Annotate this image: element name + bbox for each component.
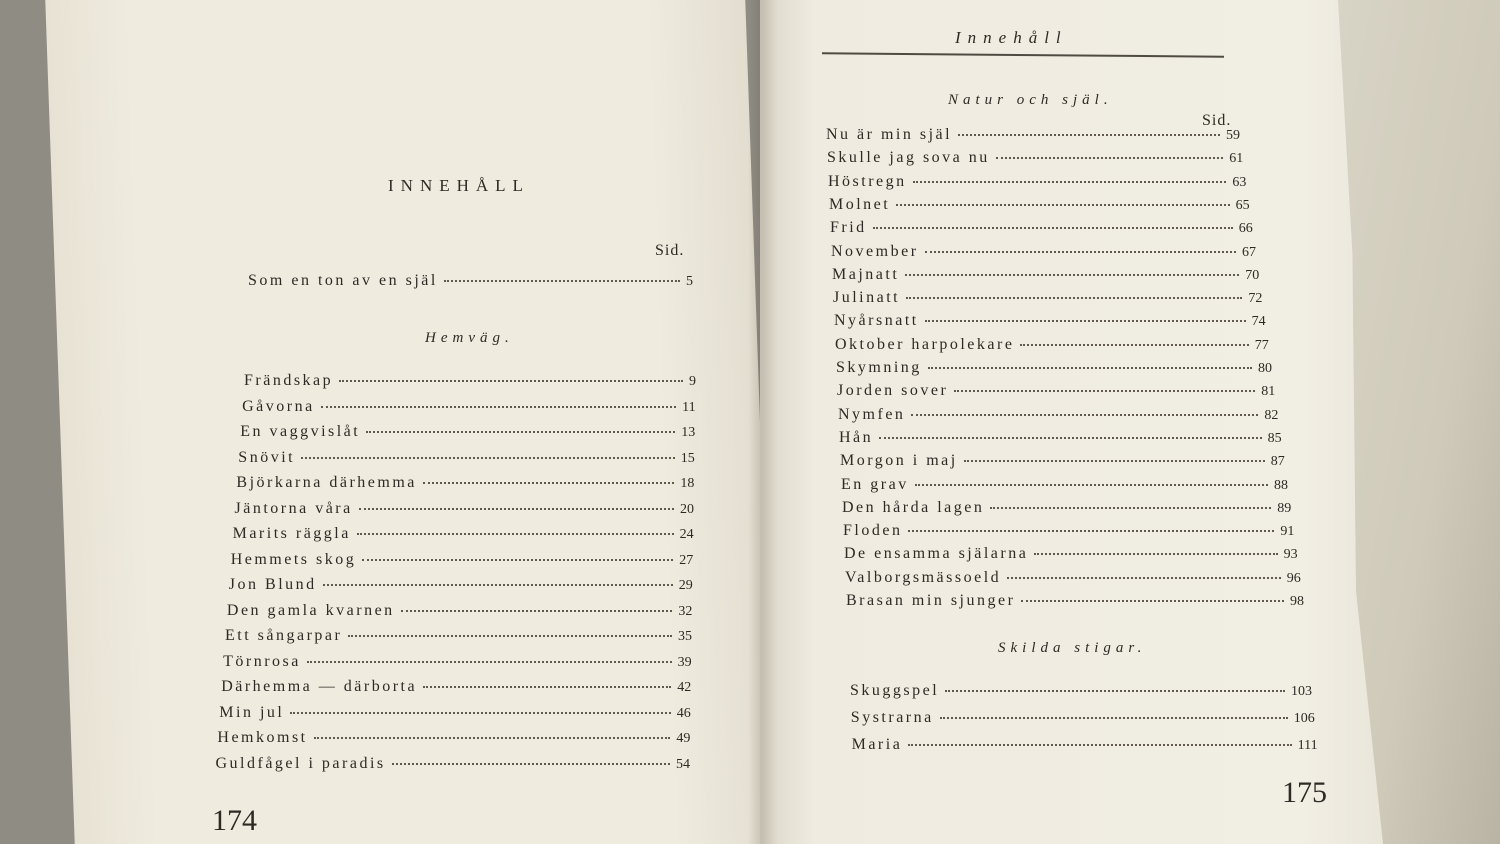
- toc-leader-dots: [314, 736, 671, 739]
- toc-entry-title: November: [831, 242, 919, 260]
- toc-entry: [244, 372, 696, 390]
- toc-entry-page: 77: [1254, 337, 1269, 353]
- toc-entry-page: 42: [677, 680, 692, 695]
- right-sid-label: Sid.: [1202, 112, 1232, 129]
- toc-entry-title: Som en ton av en själ: [248, 272, 438, 289]
- right-section-heading-2: Skilda stigar.: [998, 640, 1147, 656]
- toc-entry-title: Molnet: [829, 195, 891, 213]
- toc-entry: [829, 196, 1250, 214]
- toc-leader-dots: [990, 506, 1271, 509]
- toc-entry-title: En grav: [841, 475, 909, 493]
- toc-entry-title: Jon Blund: [228, 576, 317, 593]
- left-sid-label: Sid.: [655, 242, 685, 259]
- toc-leader-dots: [896, 203, 1229, 206]
- toc-entry: [845, 569, 1301, 587]
- toc-entry-page: 74: [1251, 314, 1266, 330]
- toc-entry: [229, 576, 693, 594]
- toc-entry-page: 66: [1238, 221, 1253, 237]
- toc-leader-dots: [873, 226, 1233, 229]
- toc-entry: [840, 452, 1285, 470]
- toc-entry-page: 93: [1283, 547, 1298, 563]
- toc-entry: [216, 755, 691, 773]
- toc-entry-intro: [248, 272, 693, 290]
- toc-entry-page: 24: [679, 527, 694, 542]
- toc-entry-page: 67: [1242, 244, 1256, 260]
- toc-entry-page: 98: [1290, 594, 1304, 609]
- toc-entry-title: Snövit: [238, 448, 296, 466]
- toc-entry: [836, 359, 1272, 377]
- toc-entry: [846, 592, 1304, 610]
- toc-entry: [828, 173, 1246, 191]
- toc-entry-title: Floden: [843, 522, 903, 540]
- toc-leader-dots: [911, 413, 1258, 416]
- right-page-header: Innehåll: [955, 28, 1068, 47]
- toc-leader-dots: [945, 689, 1285, 692]
- toc-entry: [839, 429, 1282, 447]
- toc-entry: [235, 500, 695, 518]
- toc-entry-title: Majnatt: [832, 265, 900, 283]
- toc-entry: [233, 525, 694, 543]
- toc-leader-dots: [401, 609, 673, 612]
- toc-entry-page: 89: [1277, 500, 1292, 516]
- toc-entry-title: De ensamma själarna: [844, 545, 1029, 563]
- toc-entry-title: Skulle jag sova nu: [827, 149, 990, 167]
- toc-entry-title: Hemkomst: [217, 729, 308, 746]
- toc-leader-dots: [290, 711, 670, 714]
- toc-leader-dots: [339, 379, 683, 382]
- toc-entry-page: 106: [1293, 711, 1315, 726]
- left-page-title: INNEHÅLL: [388, 176, 530, 195]
- toc-entry-page: 96: [1286, 570, 1301, 586]
- toc-entry-title: Höstregn: [828, 172, 907, 190]
- toc-entry-page: 61: [1229, 151, 1244, 167]
- toc-entry-page: 82: [1264, 407, 1279, 423]
- toc-entry-page: 32: [678, 603, 693, 619]
- toc-entry-page: 72: [1248, 291, 1263, 307]
- toc-entry: [231, 551, 694, 569]
- toc-entry: [827, 149, 1243, 167]
- toc-entry-page: 29: [678, 578, 693, 593]
- toc-entry-title: Nyårsnatt: [834, 312, 919, 330]
- toc-entry-page: 39: [677, 654, 692, 670]
- toc-entry: [221, 678, 691, 696]
- toc-leader-dots: [444, 279, 680, 282]
- toc-entry-title: Därhemma — därborta: [221, 678, 418, 695]
- toc-entry-page: 63: [1232, 174, 1247, 190]
- toc-entry-title: Den gamla kvarnen: [226, 601, 395, 619]
- toc-entry-page: 18: [680, 476, 695, 491]
- toc-entry: [842, 499, 1291, 517]
- toc-leader-dots: [301, 456, 675, 459]
- toc-entry: [238, 449, 695, 467]
- toc-leader-dots: [321, 405, 676, 408]
- toc-entry-title: Hemmets skog: [230, 550, 357, 568]
- toc-entry: [851, 709, 1315, 727]
- toc-leader-dots: [357, 532, 674, 535]
- toc-entry: [837, 382, 1275, 400]
- toc-entry: [830, 219, 1253, 237]
- toc-leader-dots: [905, 273, 1239, 276]
- toc-entry-page: 20: [680, 501, 694, 517]
- toc-entry-page: 59: [1226, 128, 1240, 143]
- book-gutter: [748, 0, 778, 844]
- toc-entry-title: Min jul: [219, 703, 285, 721]
- toc-entry-title: Gåvorna: [242, 397, 315, 415]
- toc-entry-title: Hån: [839, 428, 874, 446]
- left-section-heading: Hemväg.: [425, 330, 514, 346]
- toc-entry: [240, 423, 695, 441]
- toc-leader-dots: [925, 250, 1236, 253]
- toc-entry-page: 80: [1258, 361, 1272, 376]
- toc-entry: [832, 266, 1259, 284]
- right-page-number: 175: [1282, 776, 1327, 809]
- toc-entry: [850, 682, 1312, 700]
- toc-entry-page: 81: [1261, 384, 1276, 400]
- toc-entry: [831, 243, 1256, 261]
- toc-leader-dots: [958, 133, 1220, 136]
- toc-entry-title: Nymfen: [838, 405, 906, 423]
- toc-entry-title: Brasan min sjunger: [846, 592, 1016, 609]
- toc-leader-dots: [1034, 552, 1277, 555]
- toc-leader-dots: [996, 156, 1223, 159]
- toc-entry-page: 85: [1267, 430, 1282, 446]
- toc-entry: [826, 126, 1240, 144]
- toc-entry-title: Maria: [851, 736, 903, 753]
- toc-entry: [835, 336, 1269, 354]
- toc-entry-page: 87: [1270, 454, 1285, 470]
- toc-entry: [841, 476, 1288, 494]
- toc-entry-title: Ett sångarpar: [225, 627, 343, 644]
- toc-leader-dots: [954, 389, 1255, 392]
- toc-entry-title: Björkarna därhemma: [236, 474, 417, 491]
- toc-entry-page: 11: [682, 399, 696, 415]
- toc-leader-dots: [307, 660, 672, 663]
- toc-entry-title: Julinatt: [833, 289, 901, 307]
- toc-entry: [838, 406, 1278, 424]
- toc-entry-page: 15: [680, 450, 695, 466]
- toc-leader-dots: [1007, 576, 1281, 579]
- toc-entry: [844, 545, 1298, 563]
- toc-entry-page: 91: [1280, 524, 1295, 540]
- toc-leader-dots: [908, 529, 1274, 532]
- toc-entry-page: 88: [1274, 477, 1288, 493]
- toc-entry-page: 65: [1235, 197, 1250, 213]
- toc-entry-title: Valborgsmässoeld: [845, 568, 1002, 586]
- toc-leader-dots: [915, 483, 1268, 486]
- toc-entry-page: 13: [681, 425, 696, 440]
- toc-entry-page: 49: [676, 731, 691, 746]
- toc-entry-page: 111: [1297, 738, 1318, 753]
- toc-entry: [225, 627, 692, 645]
- toc-entry: [834, 312, 1266, 330]
- toc-entry-title: Törnrosa: [223, 652, 301, 670]
- toc-entry-page: 35: [678, 629, 692, 644]
- toc-leader-dots: [1020, 343, 1248, 346]
- toc-leader-dots: [879, 436, 1261, 439]
- toc-leader-dots: [392, 762, 670, 765]
- toc-entry-title: Systrarna: [850, 709, 934, 726]
- toc-entry-title: Frändskap: [244, 372, 334, 389]
- toc-leader-dots: [362, 558, 673, 561]
- toc-entry: [833, 289, 1262, 307]
- toc-leader-dots: [423, 685, 671, 688]
- toc-entry-page: 54: [676, 756, 690, 772]
- toc-leader-dots: [925, 319, 1246, 322]
- toc-entry-page: 46: [676, 705, 691, 721]
- toc-leader-dots: [366, 430, 675, 433]
- toc-entry: [843, 522, 1294, 540]
- toc-entry-page: 103: [1291, 684, 1312, 699]
- toc-leader-dots: [964, 459, 1265, 462]
- toc-entry-page: 27: [679, 552, 694, 568]
- toc-entry-title: Morgon i maj: [840, 452, 958, 470]
- toc-entry: [242, 398, 696, 416]
- toc-leader-dots: [928, 366, 1252, 369]
- toc-entry-title: Jorden sover: [837, 382, 949, 400]
- toc-entry-title: Den hårda lagen: [842, 498, 985, 516]
- toc-entry-title: En vaggvislåt: [240, 423, 361, 440]
- toc-entry-title: Guldfågel i paradis: [215, 754, 386, 772]
- toc-entry: [219, 704, 691, 722]
- toc-leader-dots: [359, 507, 674, 510]
- toc-entry: [227, 602, 693, 620]
- toc-entry-page: 5: [686, 274, 693, 289]
- right-section-heading-1: Natur och själ.: [948, 92, 1113, 108]
- left-page-number: 174: [212, 804, 257, 837]
- toc-entry: [236, 474, 694, 492]
- toc-entry: [223, 653, 692, 671]
- toc-entry-page: 70: [1245, 267, 1260, 283]
- toc-entry-title: Marits räggla: [232, 525, 351, 542]
- toc-leader-dots: [908, 743, 1291, 746]
- toc-entry-title: Skuggspel: [850, 682, 940, 699]
- toc-leader-dots: [1021, 599, 1284, 602]
- toc-entry-title: Nu är min själ: [826, 126, 953, 143]
- toc-entry: [852, 736, 1318, 754]
- toc-leader-dots: [348, 634, 672, 637]
- toc-leader-dots: [913, 180, 1227, 183]
- toc-leader-dots: [323, 583, 673, 586]
- toc-leader-dots: [940, 716, 1288, 719]
- toc-entry-title: Jäntorna våra: [234, 499, 353, 517]
- toc-entry: [217, 729, 690, 747]
- toc-leader-dots: [906, 296, 1242, 299]
- toc-leader-dots: [423, 481, 675, 484]
- toc-entry-title: Frid: [830, 219, 867, 237]
- toc-entry-page: 9: [689, 374, 696, 389]
- toc-entry-title: Skymning: [836, 359, 922, 376]
- toc-entry-title: Oktober harpolekare: [835, 335, 1015, 353]
